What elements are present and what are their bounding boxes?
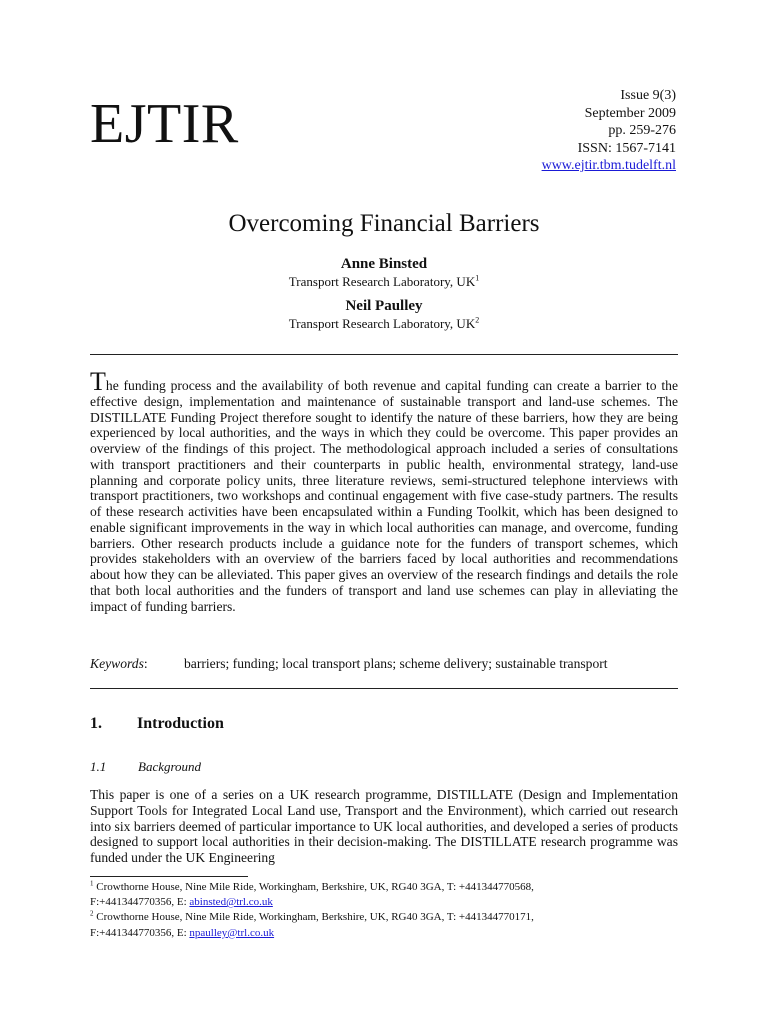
subsection-number: 1.1	[90, 759, 107, 774]
section-heading	[90, 714, 224, 734]
footnote-email-link[interactable]: npaulley@trl.co.uk	[189, 926, 275, 939]
author-affiliation: Transport Research Laboratory, $UK^2$	[288, 315, 480, 331]
footnote-2-line1: $^2$ Crowthorne House, Nine Mile Ride, Workingham, Berkshire, UK, RG40 3GA, T: +441344770171,	[90, 909, 534, 924]
footnote-2-line2: F:+441344770356, E: npaulley@trl.co.uk	[90, 926, 275, 939]
journal-logo: EJTIR	[90, 93, 239, 155]
keywords	[90, 656, 678, 672]
intro-paragraph: This paper is one of a series on a UK research programme, DISTILLATE (Design and Implementation Support Tools for Integrated Local Land use, Transport and the Environment), which carried out research into six barriers deemed of particular importance to UK local authorities, and developed a series of products designed to support local authorities in their decision-making. The DISTILLATE research programme was funded under the UK Engineering	[90, 787, 678, 865]
issue-info	[542, 87, 676, 175]
abstract	[90, 367, 678, 614]
footnote-email-link[interactable]: abinsted@trl.co.uk	[189, 896, 273, 909]
footnote-divider	[90, 876, 248, 877]
divider-bottom	[90, 688, 678, 689]
footnote-marker: 1	[475, 273, 480, 283]
footnotes	[90, 880, 690, 941]
section-title: Introduction	[137, 715, 224, 732]
keywords-text: barriers; funding; local transport plans; scheme delivery; sustainable transport	[184, 656, 608, 671]
footnote-marker: 2	[475, 315, 480, 325]
author-affiliation: Transport Research Laboratory, $UK^1$	[288, 273, 480, 289]
abstract-text: he funding process and the availability of both revenue and capital funding can create a barrier to the effective design, implementation and maintenance of sustainable transport and land-use schemes. The DISTILLATE Funding Project therefore sought to identify the nature of these barriers, how they are being experienced by local authorities, and the ways in which they could be overcome. This paper provides an overview of the findings of this project. The methodological approach included a series of consultations with transport practitioners and their counterparts in public health, environmental strategy, land-use planning and corporate policy units, three literature reviews, semi-structured telephone interviews with transport practitioners, two workshops and continual engagement with five case-study partners. The results of these research activities have been encapsulated within a Funding Toolkit, which has been designed to enable significant improvements in the way in which local authorities can manage, and overcome, funding barriers. Other research products include a guidance note for the funders of transport schemes, which provides stakeholders with an overview of the barriers faced by local authorities and recommendations about how they can be alleviated. This paper gives an overview of the research findings and details the role that both local authorities and the funders of transport and land use schemes can play in alleviating the impact of funding barriers.	[90, 378, 678, 614]
issue-date: September 2009	[584, 105, 676, 121]
author-name: Neil Paulley	[345, 298, 423, 314]
author-name: Anne Binsted	[340, 256, 428, 272]
subsection-title: Background	[138, 759, 202, 774]
author-block-2	[0, 297, 768, 332]
page-range: pp. 259-276	[608, 123, 676, 138]
footnote-1-line2: F:+441344770356, E: abinsted@trl.co.uk	[90, 896, 273, 909]
abstract-dropcap: T	[90, 367, 106, 396]
issn: ISSN: 1567-7141	[577, 140, 676, 156]
section-number: 1.	[90, 715, 102, 732]
subsection-heading	[90, 759, 201, 775]
footnote-1-line1: $^1$ Crowthorne House, Nine Mile Ride, Workingham, Berkshire, UK, RG40 3GA, T: +441344770568,	[90, 879, 534, 893]
paper-title: Overcoming Financial Barriers	[228, 210, 540, 237]
journal-url-link[interactable]: www.ejtir.tbm.tudelft.nl	[541, 158, 676, 173]
divider-top	[90, 354, 678, 355]
keywords-label: Keywords:	[90, 656, 148, 671]
author-block-1	[0, 255, 768, 290]
issue-number: Issue 9(3)	[620, 88, 676, 103]
